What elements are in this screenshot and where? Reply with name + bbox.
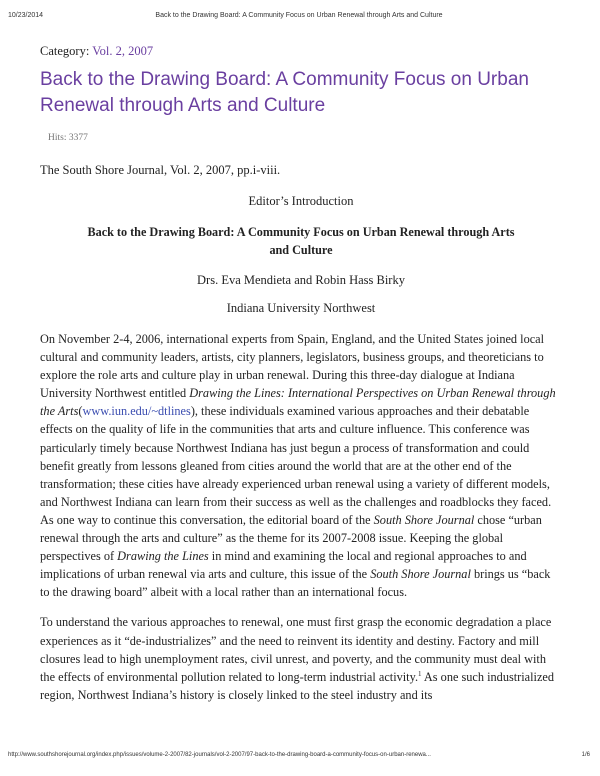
p1-italic-journal-2: South Shore Journal	[370, 567, 471, 582]
print-header	[8, 12, 590, 24]
footnote-ref[interactable]: 1	[418, 669, 422, 678]
institution: Indiana University Northwest	[226, 301, 376, 315]
paragraph-1	[40, 330, 562, 601]
print-page-title: Back to the Drawing Board: A Community Focus on Urban Renewal through Arts and Culture	[155, 12, 443, 19]
print-date: 10/23/2014	[8, 12, 44, 19]
p1-text-3: ), these individuals examined various approaches and their debatable effects on the quality of life in the communities that arts and culture influence. This conference was particularly timely because Northwest Indiana has just begun a process of transformation and could benefit greatly from lessons gleaned from cities around the world that are at the other end of the transformation; these cities have already experienced urban renewal using a variety of different models, and Northwest Indiana can learn from their success as well as the challenges and roadblocks they faced. As one way to continue this conversation, the editorial board of the	[40, 404, 552, 527]
article-title: Back to the Drawing Board: A Community Focus on Urban Renewal through Arts and Culture	[40, 69, 529, 116]
p1-text-1: On November 2-4, 2006, international experts from Spain, England, and the United States joined local cultural and community leaders, artists, city planners, legislators, business groups, and theoreticians to explore the role arts and culture play in urban renewal. During this three-day dialogue at Indiana University Northwest entitled	[40, 332, 545, 401]
p1-text-4: chose “urban renewal through the arts and culture” as the theme for its 2007-2008 issue. Keeping the global perspectives of	[40, 512, 542, 564]
print-url: http://www.southshorejournal.org/index.php/issues/volume-2-2007/82-journals/vol-2-2007/97-back-to-the-drawing-board-a-community-focus-on-urban-renewa...	[8, 752, 431, 758]
paragraph-2	[40, 613, 562, 703]
p1-text-5: in mind and examining the local and regional approaches to and implications of urban renewal via arts and culture, this issue of the	[40, 549, 527, 582]
p2-text-1: To understand the various approaches to renewal, one must first grasp the economic degradation a place experiences as it “de-industrializes” and the need to reinvent its identity and destiny. Factory and mill closures lead to high unemployment rates, civil unrest, and poverty, and the community must deal with the effects of environmental pollution related to long-term industrial activity.	[40, 615, 552, 684]
article	[40, 44, 562, 704]
p1-italic-journal: South Shore Journal	[373, 512, 475, 527]
p2-text-2: As one such industrialized region, Northwest Indiana’s history is closely linked to the steel industry and its	[40, 669, 555, 702]
journal-citation: The South Shore Journal, Vol. 2, 2007, pp.i-viii.	[40, 163, 281, 177]
p1-text-2: (	[78, 404, 83, 419]
section-label: Editor’s Introduction	[248, 194, 354, 208]
category-label: Category:	[40, 44, 90, 58]
hits-counter: Hits: 3377	[48, 133, 88, 143]
print-footer	[8, 752, 590, 764]
p1-text-6: brings us “back to the drawing board” albeit with a local rather than an international focus.	[40, 567, 551, 600]
p1-italic-drawing: Drawing the Lines	[117, 549, 209, 564]
page-number: 1/6	[581, 752, 590, 758]
conference-link[interactable]: www.iun.edu/~dtlines	[82, 404, 191, 419]
p1-italic-conference: Drawing the Lines: International Perspectives on Urban Renewal through the Arts	[40, 386, 556, 419]
authors: Drs. Eva Mendieta and Robin Hass Birky	[197, 273, 405, 287]
category-line	[40, 44, 562, 59]
category-link[interactable]: Vol. 2, 2007	[92, 44, 154, 58]
article-heading: Back to the Drawing Board: A Community Focus on Urban Renewal through Arts and Culture	[87, 225, 515, 257]
